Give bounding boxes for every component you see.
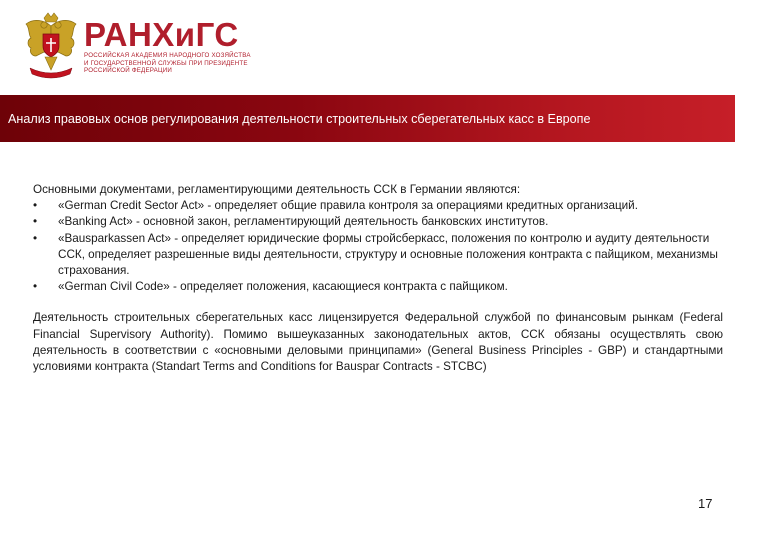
page-number: 17 <box>698 496 713 511</box>
list-item <box>33 214 723 230</box>
list-item <box>33 198 723 214</box>
bullet-dot: • <box>33 280 38 294</box>
list-item-text: «Banking Act» - основной закон, регламентирующий деятельность банковских институтов. <box>58 215 549 229</box>
list-item-text: «German Civil Code» - определяет положения, касающиеся контракта с пайщиком. <box>58 280 508 294</box>
title-banner <box>0 95 735 142</box>
brand-subtitle: РОССИЙСКАЯ АКАДЕМИЯ НАРОДНОГО ХОЗЯЙСТВА И ГОСУДАРСТВЕННОЙ СЛУЖБЫ ПРИ ПРЕЗИДЕНТЕ РОССИЙСКОЙ ФЕДЕРАЦИИ <box>84 52 251 75</box>
list-item <box>33 231 723 280</box>
bullet-dot: • <box>33 199 38 213</box>
list-item-text: «German Credit Sector Act» - определяет общие правила контроля за операциями кредитных организаций. <box>58 199 638 213</box>
intro-text: Основными документами, регламентирующими деятельность ССК в Германии являются: <box>33 183 521 196</box>
list-item <box>33 279 723 295</box>
slide-body <box>33 182 723 387</box>
double-headed-eagle-emblem <box>22 12 80 80</box>
academy-logo <box>22 12 282 80</box>
brand-block <box>84 18 254 75</box>
document-list <box>33 198 723 295</box>
slide-title: Анализ правовых основ регулирования деятельности строительных сберегательных касс в Европе <box>8 111 591 126</box>
list-item-text: «Bausparkassen Act» - определяет юридические формы стройсберкасс, положения по контролю и аудиту деятельности ССК, определяет разрешенные виды деятельности, структуру и основные положения контракта с пайщиком, механизмы страхования. <box>58 231 718 278</box>
licensing-paragraph: Деятельность строительных сберегательных касс лицензируется Федеральной службой по финансовым рынкам (Federal Financial Supervisory Authority). Помимо вышеуказанных законодательных актов, ССК обязаны осуществлять свою деятельность в соответствии с «основными деловыми принципами» (General Business Principles - GBP) и стандартными условиями контракта (Standart Terms and Conditions for Bauspar Contracts - STCBC) <box>33 311 723 374</box>
bullet-dot: • <box>33 215 38 229</box>
brand-name: РАНХиГС <box>84 16 239 53</box>
bullet-dot: • <box>33 231 38 245</box>
